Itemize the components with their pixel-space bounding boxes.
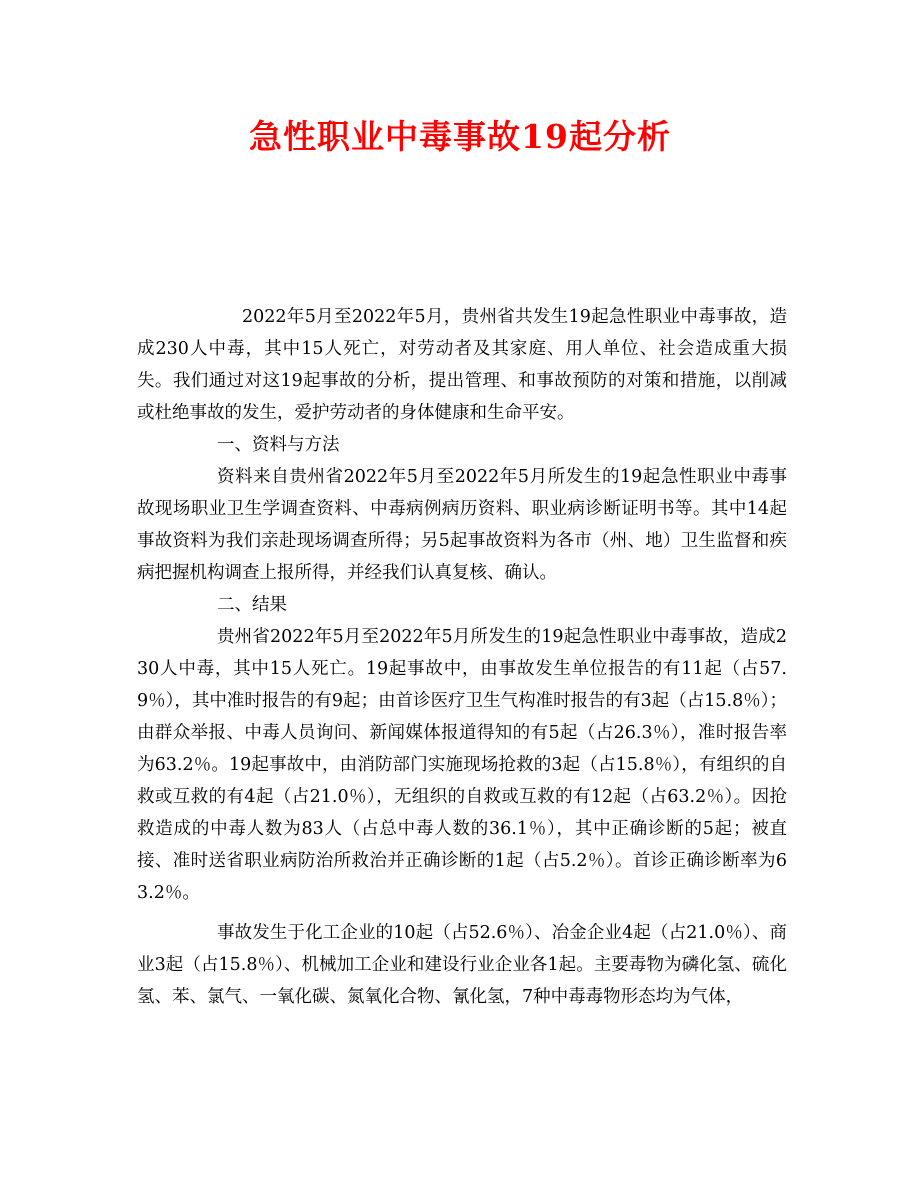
section-heading-materials-methods: 一、资料与方法 (217, 435, 340, 455)
intro-paragraph: 2022年5月至2022年5月，贵州省共发生19起急性职业中毒事故，造成230人中毒，其中15人死亡，对劳动者及其家庭、用人单位、社会造成重大损失。我们通过对这19起事故的分析，提出管理、和事故预防的对策和措施，以削减或杜绝事故的发生，爱护劳动者的身体健康和生命平安。 (137, 307, 787, 423)
document-body (137, 301, 787, 1013)
results-paragraph-2: 事故发生于化工企业的10起（占52.6％）、冶金企业4起（占21.0％）、商业3起（占15.8％）、机械加工企业和建设行业企业各1起。主要毒物为磷化氢、硫化氢、苯、氯气、一氧化碳、氮氧化合物、氰化氢，7种中毒毒物形态均为气体， (137, 923, 787, 1007)
materials-methods-paragraph: 资料来自贵州省2022年5月至2022年5月所发生的19起急性职业中毒事故现场职业卫生学调查资料、中毒病例病历资料、职业病诊断证明书等。其中14起事故资料为我们亲赴现场调查所得；另5起事故资料为各市（州、地）卫生监督和疾病把握机构调查上报所得，并经我们认真复核、确认。 (137, 467, 787, 583)
results-paragraph-1: 贵州省2022年5月至2022年5月所发生的19起急性职业中毒事故，造成230人中毒，其中15人死亡。19起事故中，由事故发生单位报告的有11起（占57.9％），其中准时报告的有9起；由首诊医疗卫生气构准时报告的有3起（占15.8％）；由群众举报、中毒人员询问、新闻媒体报道得知的有5起（占26.3％），准时报告率为63.2％。19起事故中，由消防部门实施现场抢救的3起（占15.8％），有组织的自救或互救的有4起（占21.0％），无组织的自救或互救的有12起（占63.2％）。因抢救造成的中毒人数为83人（占总中毒人数的36.1％），其中正确诊断的5起；被直接、准时送省职业病防治所救治并正确诊断的1起（占5.2％）。首诊正确诊断率为63.2％。 (137, 627, 787, 903)
document-title: 急性职业中毒事故19起分析 (249, 117, 671, 156)
section-heading-results: 二、结果 (217, 595, 287, 615)
